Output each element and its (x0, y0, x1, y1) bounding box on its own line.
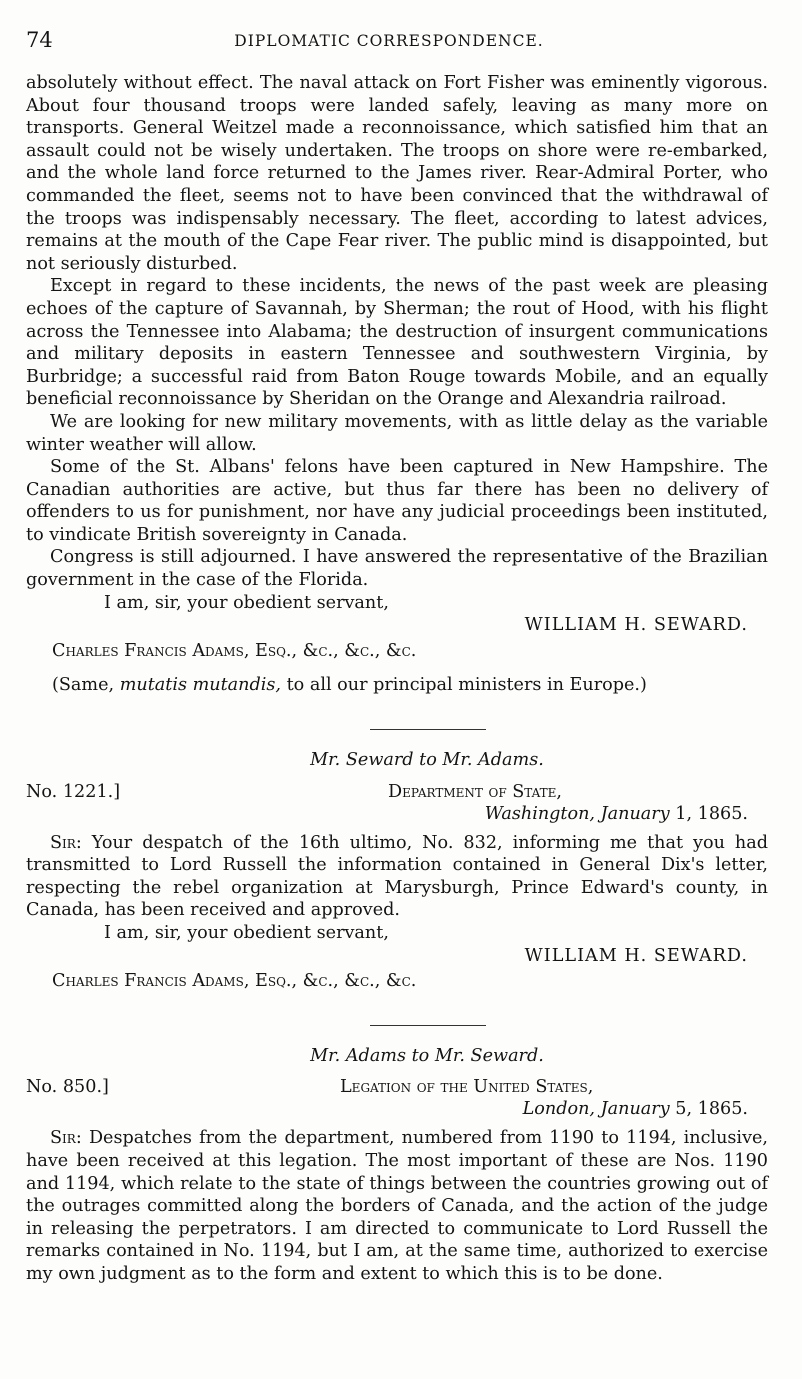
note-latin-phrase: mutatis mutandis, (119, 675, 281, 696)
date-year: 1, 1865. (669, 803, 748, 824)
place-date-text: London, January (522, 1099, 670, 1120)
letter-heading: Mr. Seward to Mr. Adams. (310, 750, 544, 771)
note-text: to all our principal ministers in Europe.) (281, 675, 647, 696)
addressee: Charles Francis Adams, Esq., &c., &c., &c. (52, 971, 417, 992)
salutation: Sir: (50, 1128, 82, 1149)
paragraph: Except in regard to these incidents, the news of the past week are pleasing echoes of the capture of Savannah, by Sherman; the rout of Hood, with his flight across the Tennessee into Alabama; the destruction of insurgent communications and military deposits in eastern Tennessee and southwestern Virginia, by Burbridge; a successful raid from Baton Rouge towards Mobile, and an equally beneficial reconnoissance by Sheridan on the Orange and Alexandria railroad. (26, 276, 768, 410)
date-year: 5, 1865. (669, 1099, 748, 1120)
letter-body (26, 832, 768, 922)
paragraph: We are looking for new military movements, with as little delay as the variable winter weather will allow. (26, 411, 768, 455)
letter-body (26, 1127, 768, 1285)
section-divider (370, 1025, 486, 1026)
circular-note (26, 674, 768, 697)
note-text: (Same, (52, 675, 120, 696)
despatch-number: No. 1221.] (26, 781, 121, 802)
salutation: Sir: (50, 832, 82, 853)
letter-dateline (26, 781, 768, 826)
body-text: Your despatch of the 16th ultimo, No. 832, informing me that you had transmitted to Lord Russell the information contained in General Dix's letter, respecting the rebel organization at Marysburgh, Prince Edward's county, in Canada, has been received and approved. (26, 832, 769, 921)
office-name: Legation of the United States, (340, 1077, 594, 1098)
letter-heading: Mr. Adams to Mr. Seward. (310, 1045, 544, 1066)
page-body (26, 72, 768, 1286)
paragraph: Congress is still adjourned. I have answered the representative of the Brazilian government in the case of the Florida. (26, 547, 768, 591)
despatch-number: No. 850.] (26, 1077, 109, 1098)
office-name: Department of State, (388, 781, 562, 802)
place-date-text: Washington, January (484, 803, 670, 824)
letter-dateline (26, 1076, 768, 1121)
page-header (26, 28, 752, 58)
place-date (485, 803, 748, 826)
closing-line: I am, sir, your obedient servant, (104, 923, 389, 943)
paragraph: absolutely without effect. The naval attack on Fort Fisher was eminently vigorous. About four thousand troops were landed safely, leaving as many more on transports. General Weitzel made a reconnoissance, which satisfied him that an assault could not be wisely undertaken. The troops on shore were re-embarked, and the whole land force returned to the James river. Rear-Admiral Porter, who commanded the fleet, seems not to have been convinced that the withdrawal of the troops was indispensably necessary. The fleet, according to latest advices, remains at the mouth of the Cape Fear river. The public mind is disappointed, but not seriously disturbed. (26, 73, 768, 274)
addressee: Charles Francis Adams, Esq., &c., &c., &c. (52, 640, 417, 661)
page-number: 74 (26, 28, 53, 52)
section-divider (370, 729, 486, 730)
signature: WILLIAM H. SEWARD. (524, 615, 748, 636)
place-date (523, 1098, 748, 1121)
running-title: DIPLOMATIC CORRESPONDENCE. (234, 32, 544, 50)
body-text: Despatches from the department, numbered from 1190 to 1194, inclusive, have been received at this legation. The most important of these are Nos. 1190 and 1194, which relate to the state of things between the countries growing out of the outrages committed along the borders of Canada, and the action of the judge in releasing the perpetrators. I am directed to communicate to Lord Russell the remarks contained in No. 1194, but I am, at the same time, authorized to exercise my own judgment as to the form and extent to which this is to be done. (26, 1128, 769, 1284)
paragraph: Some of the St. Albans' felons have been captured in New Hampshire. The Canadian authorities are active, but thus far there has been no delivery of offenders to us for punishment, nor have any judicial proceedings been instituted, to vindicate British sovereignty in Canada. (26, 457, 768, 545)
closing-line: I am, sir, your obedient servant, (104, 592, 389, 613)
signature: WILLIAM H. SEWARD. (524, 945, 748, 966)
